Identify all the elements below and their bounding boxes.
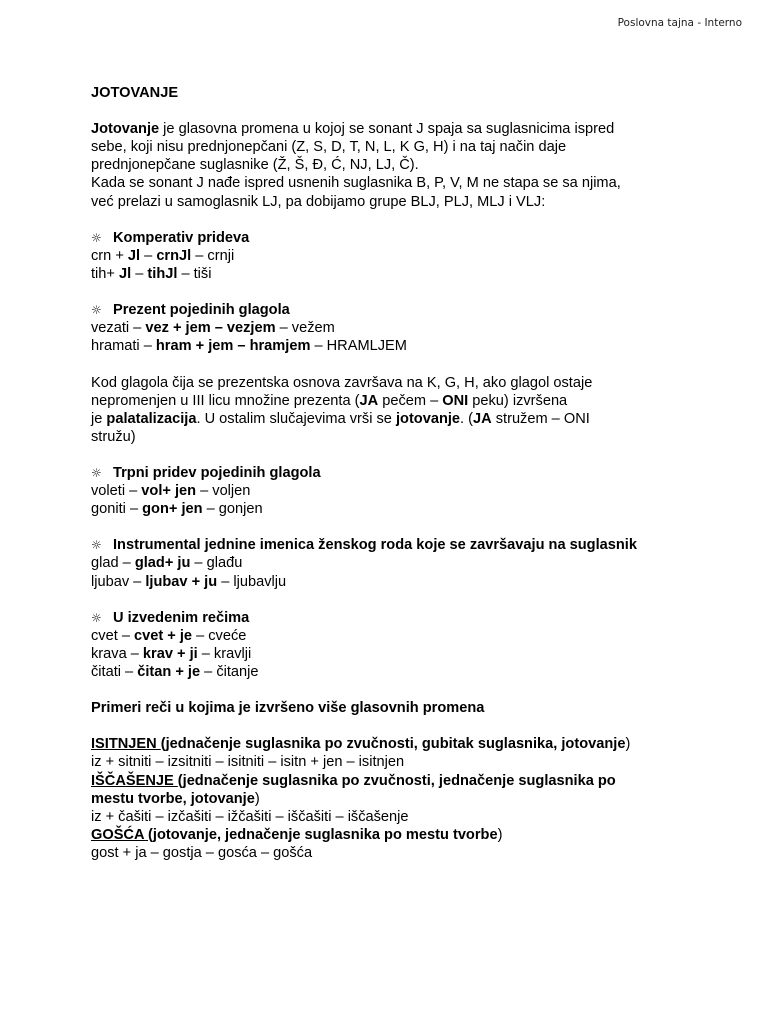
document-header-label: Poslovna tajna - Interno	[617, 17, 742, 29]
examples-heading: Primeri reči u kojima je izvršeno više glasovnih promena	[91, 700, 485, 717]
section-heading-prezent: ☼ Prezent pojedinih glagola	[91, 302, 290, 319]
intro-line-2: sebe, koji nisu prednjonepčani (Z, S, D, T, N, L, K G, H) i na taj način daje	[91, 139, 567, 156]
example-row: cvet – cvet + je – cveće	[91, 627, 247, 644]
sun-bullet-icon: ☼	[91, 465, 102, 480]
example-row: tih+ Jl – tihJl – tiši	[91, 265, 212, 282]
sun-bullet-icon: ☼	[91, 303, 102, 318]
intro-line-3: prednjonepčane suglasnike (Ž, Š, Đ, Ć, NJ, LJ, Č).	[91, 157, 419, 174]
intro-line-4: Kada se sonant J nađe ispred usnenih suglasnika B, P, V, M ne stapa se sa njima,	[91, 175, 621, 192]
paragraph-line-4: stružu)	[91, 428, 136, 445]
paragraph-line-1: Kod glagola čija se prezentska osnova završava na K, G, H, ako glagol ostaje	[91, 374, 593, 391]
example-row: ljubav – ljubav + ju – ljubavlju	[91, 573, 287, 590]
example-row: vezati – vez + jem – vezjem – vežem	[91, 320, 335, 337]
example-row: crn + Jl – crnJl – crnji	[91, 247, 235, 264]
example-steps: iz + čašiti – izčašiti – ižčašiti – iščašiti – iščašenje	[91, 808, 409, 825]
example-row: glad – glad+ ju – glađu	[91, 555, 243, 572]
section-heading-izvedene-reci: ☼ U izvedenim rečima	[91, 609, 250, 626]
example-row: goniti – gon+ jen – gonjen	[91, 501, 263, 518]
example-steps: gost + ja – gostja – gosća – gošća	[91, 844, 313, 861]
intro-line-5: već prelazi u samoglasnik LJ, pa dobijamo grupe BLJ, PLJ, MLJ i VLJ:	[91, 193, 546, 210]
paragraph-line-2: nepromenjen u III licu množine prezenta (JA pečem – ONI peku) izvršena	[91, 392, 568, 409]
example-row: krava – krav + ji – kravlji	[91, 645, 252, 662]
page-title: JOTOVANJE	[91, 85, 179, 101]
sun-bullet-icon: ☼	[91, 538, 102, 553]
document-body	[91, 84, 731, 862]
section-heading-komperativ: ☼ Komperativ prideva	[91, 229, 250, 246]
paragraph-line-3: je palatalizacija. U ostalim slučajevima vrši se jotovanje. (JA stružem – ONI	[91, 410, 590, 427]
sun-bullet-icon: ☼	[91, 230, 102, 245]
example-row: hramati – hram + jem – hramjem – HRAMLJEM	[91, 338, 407, 355]
section-heading-trpni-pridev: ☼ Trpni pridev pojedinih glagola	[91, 464, 321, 481]
example-steps: iz + sitniti – izsitniti – isitniti – isitn + jen – isitnjen	[91, 754, 405, 771]
sun-bullet-icon: ☼	[91, 610, 102, 625]
intro-line-1: Jotovanje je glasovna promena u kojoj se sonant J spaja sa suglasnicima ispred	[91, 121, 615, 138]
example-word-gosca: GOŠĆA (jotovanje, jednačenje suglasnika po mestu tvorbe)	[91, 826, 503, 843]
example-row: voleti – vol+ jen – voljen	[91, 483, 251, 500]
example-word-isitnjen: ISITNJEN (jednačenje suglasnika po zvučnosti, gubitak suglasnika, jotovanje)	[91, 736, 631, 753]
section-heading-instrumental: ☼ Instrumental jednine imenica ženskog roda koje se završavaju na suglasnik	[91, 537, 637, 554]
example-desc-continuation: mestu tvorbe, jotovanje)	[91, 790, 260, 807]
example-row: čitati – čitan + je – čitanje	[91, 664, 259, 680]
example-word-iscasenje: IŠČAŠENJE (jednačenje suglasnika po zvučnosti, jednačenje suglasnika po	[91, 772, 616, 789]
